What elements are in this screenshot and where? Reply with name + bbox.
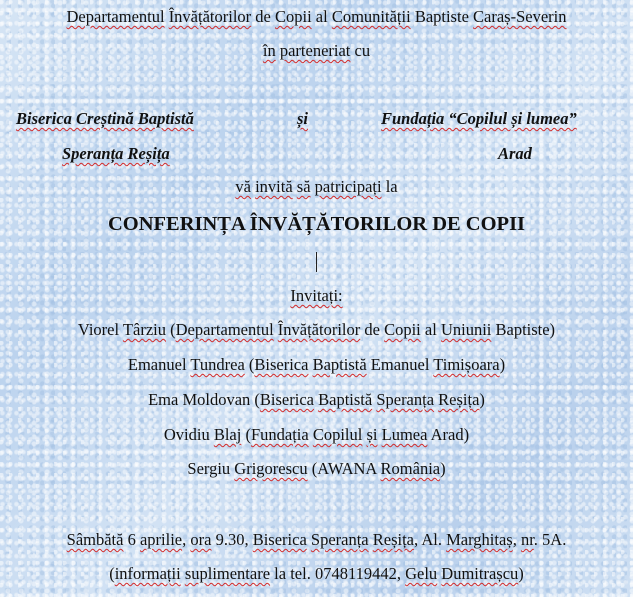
word: de	[360, 320, 385, 339]
word: Invitați:	[290, 286, 343, 305]
partnership-line	[0, 41, 633, 61]
word: , Al.	[414, 530, 447, 549]
partner-left-subtitle: Speranța Reșița	[62, 144, 170, 163]
word: al	[311, 7, 332, 26]
word: Reșița	[372, 530, 414, 549]
word: Departamentul	[175, 320, 274, 339]
invite-line	[0, 177, 633, 197]
word: 9.30,	[211, 530, 253, 549]
word: Viorel	[77, 320, 120, 339]
word: Blaj	[213, 425, 242, 444]
word: Lumea	[381, 425, 428, 444]
word: cu	[350, 41, 371, 60]
partner-left-name: Biserica Creștină Baptistă	[16, 109, 194, 128]
word: aprilie	[139, 530, 183, 549]
word: la	[381, 177, 398, 196]
guest-line	[0, 425, 633, 445]
word: Ema	[148, 390, 179, 409]
word: Baptistă	[318, 390, 373, 409]
word: Comunității	[331, 7, 411, 26]
word: informații	[114, 564, 181, 583]
word: Timișoara	[433, 355, 500, 374]
word: Biserica	[252, 530, 307, 549]
word: Copii	[384, 320, 421, 339]
guest-line	[0, 320, 633, 340]
word: de	[251, 7, 275, 26]
guests-heading	[0, 286, 633, 306]
word: (	[109, 564, 115, 583]
partner-right-subtitle: Arad	[498, 144, 532, 163]
word: nr	[520, 530, 534, 549]
word: (	[250, 390, 260, 409]
word: Speranța	[310, 530, 369, 549]
event-details-line	[0, 530, 633, 550]
word: )	[518, 564, 524, 583]
word: Târziu	[122, 320, 166, 339]
word: Uniunii	[440, 320, 492, 339]
word: (	[244, 355, 255, 374]
word: Copilul	[312, 425, 363, 444]
word: Grigorescu	[234, 459, 308, 478]
word: în	[262, 41, 276, 60]
word: Emanuel	[127, 355, 187, 374]
organizer-line	[0, 7, 633, 27]
word: Fundația	[250, 425, 309, 444]
word: să	[296, 177, 311, 196]
partner-right-name: Fundația “Copilul și lumea”	[381, 109, 577, 128]
guest-line	[0, 390, 633, 410]
word: Biserica	[254, 355, 309, 374]
conference-title: CONFERINȚA ÎNVĂȚĂTORILOR DE COPII	[107, 213, 526, 235]
contact-line	[0, 564, 633, 584]
word: 6	[123, 530, 140, 549]
guest-line	[0, 355, 633, 375]
word: România	[380, 459, 441, 478]
word: ora	[190, 530, 212, 549]
word: )	[479, 390, 485, 409]
word: Biserica	[259, 390, 314, 409]
word: ,	[512, 530, 521, 549]
word: (	[165, 320, 176, 339]
word: Dumitrașcu	[441, 564, 519, 583]
partner-conjunction: și	[297, 109, 309, 128]
word: Baptiste)	[491, 320, 556, 339]
word: ,	[182, 530, 191, 549]
word: Emanuel	[366, 355, 434, 374]
word: suplimentare	[184, 564, 271, 583]
word: Reșița	[438, 390, 480, 409]
word: vă	[235, 177, 251, 196]
word: Speranța	[376, 390, 435, 409]
word: Gelu	[405, 564, 438, 583]
word: )	[499, 355, 506, 374]
word: Baptistă	[312, 355, 367, 374]
word: Baptiste	[410, 7, 474, 26]
word: patricipați	[314, 177, 382, 196]
word: Caraș-Severin	[473, 7, 567, 26]
word: al	[420, 320, 441, 339]
text-cursor	[316, 252, 317, 272]
word: Sâmbătă	[66, 530, 124, 549]
word: Moldovan	[182, 390, 251, 409]
word: invită	[255, 177, 293, 196]
word: Arad)	[427, 425, 470, 444]
word: și	[366, 425, 378, 444]
word: Tundrea	[190, 355, 245, 374]
word: Departamentul	[66, 7, 165, 26]
word: . 5A.	[533, 530, 567, 549]
word: )	[440, 459, 446, 478]
word: Sergiu	[187, 459, 231, 478]
word: Învățătorilor	[277, 320, 361, 339]
word: (AWANA	[307, 459, 381, 478]
word: Învățătorilor	[168, 7, 252, 26]
word: la tel. 0748119442,	[270, 564, 406, 583]
word: parteneriat	[279, 41, 351, 60]
word: Marghitaș	[446, 530, 513, 549]
word: (	[241, 425, 251, 444]
guest-line	[0, 459, 633, 479]
word: Ovidiu	[163, 425, 210, 444]
word: Copii	[274, 7, 312, 26]
